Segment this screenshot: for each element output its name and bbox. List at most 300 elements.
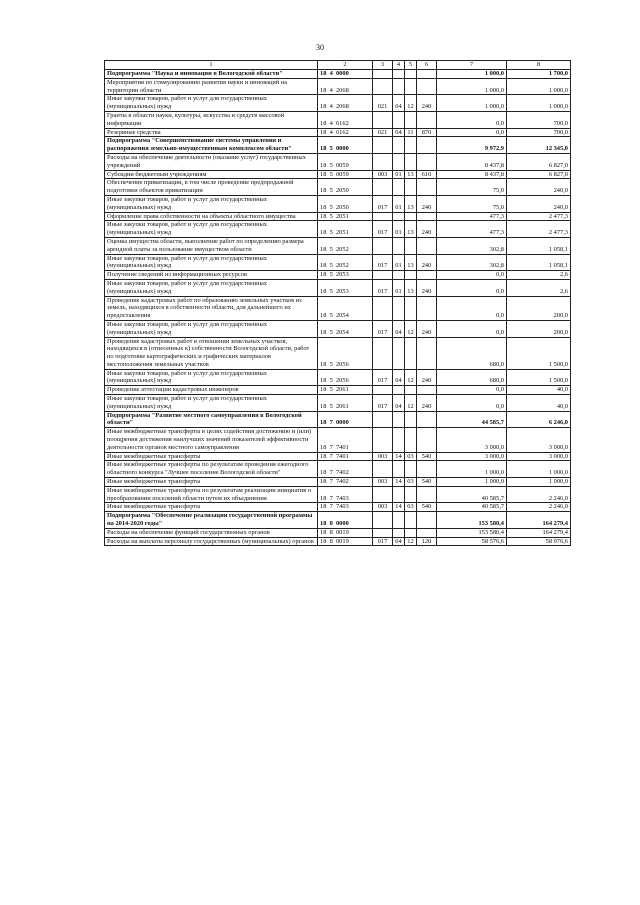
row-subsection-cell: 12 (405, 320, 417, 337)
row-name-cell: Иные закупки товаров, работ и услуг для государственных (муниципальных) нужд (105, 395, 318, 412)
row-grbs-cell: 017 (373, 221, 393, 238)
row-value-2015-cell: 200,0 (507, 320, 571, 337)
row-code-cell: 18 5 2053 (318, 271, 373, 280)
header-cell: 4 (393, 61, 405, 70)
row-grbs-cell: 017 (373, 537, 393, 546)
table-body (105, 61, 571, 546)
row-name-cell: Иные закупки товаров, работ и услуг для государственных (муниципальных) нужд (105, 279, 318, 296)
row-section-cell: 01 (393, 170, 405, 179)
row-name-cell: Иные закупки товаров, работ и услуг для государственных (муниципальных) нужд (105, 195, 318, 212)
row-subsection-cell: 13 (405, 279, 417, 296)
row-subsection-cell (405, 296, 417, 320)
row-section-cell: 14 (393, 452, 405, 461)
row-expense-type-cell: 240 (417, 221, 437, 238)
row-expense-type-cell: 540 (417, 452, 437, 461)
row-grbs-cell (373, 337, 393, 369)
row-value-2014-cell: 9 972,9 (437, 137, 507, 154)
table-row (105, 386, 571, 395)
table-row (105, 461, 571, 478)
row-expense-type-cell (417, 179, 437, 196)
row-section-cell: 04 (393, 369, 405, 386)
row-section-cell: 04 (393, 95, 405, 112)
row-section-cell (393, 179, 405, 196)
row-expense-type-cell (417, 428, 437, 452)
row-value-2014-cell: 0,0 (437, 279, 507, 296)
row-value-2015-cell: 6 827,0 (507, 170, 571, 179)
row-value-2015-cell: 1 058,1 (507, 237, 571, 254)
row-value-2015-cell: 1 058,1 (507, 254, 571, 271)
table-row (105, 528, 571, 537)
table-row (105, 254, 571, 271)
row-subsection-cell: 03 (405, 452, 417, 461)
row-value-2014-cell: 3 000,0 (437, 452, 507, 461)
row-code-cell: 18 7 0000 (318, 411, 373, 428)
header-cell: 2 (318, 61, 373, 70)
row-subsection-cell: 03 (405, 478, 417, 487)
row-grbs-cell (373, 78, 393, 95)
row-code-cell: 18 5 2052 (318, 254, 373, 271)
row-value-2014-cell: 8 437,8 (437, 153, 507, 170)
row-name-cell: Подпрограмма "Развитие местного самоуправления в Вологодской области" (105, 411, 318, 428)
row-grbs-cell: 017 (373, 279, 393, 296)
row-expense-type-cell (417, 137, 437, 154)
row-section-cell (393, 237, 405, 254)
table-row (105, 337, 571, 369)
row-value-2015-cell: 1 000,0 (507, 95, 571, 112)
row-expense-type-cell: 870 (417, 128, 437, 137)
row-section-cell (393, 428, 405, 452)
row-expense-type-cell (417, 271, 437, 280)
row-value-2015-cell: 2,6 (507, 279, 571, 296)
header-cell: 7 (437, 61, 507, 70)
row-value-2014-cell: 477,3 (437, 212, 507, 221)
row-value-2014-cell: 680,0 (437, 337, 507, 369)
row-grbs-cell: 017 (373, 254, 393, 271)
row-value-2014-cell: 1 000,0 (437, 70, 507, 79)
row-code-cell: 18 5 0000 (318, 137, 373, 154)
row-name-cell: Расходы на выплаты персоналу государственных (муниципальных) органов (105, 537, 318, 546)
row-subsection-cell (405, 411, 417, 428)
row-grbs-cell (373, 137, 393, 154)
row-value-2015-cell: 2 477,3 (507, 221, 571, 238)
row-expense-type-cell (417, 212, 437, 221)
row-expense-type-cell (417, 337, 437, 369)
row-expense-type-cell: 240 (417, 395, 437, 412)
row-grbs-cell (373, 528, 393, 537)
row-subsection-cell (405, 461, 417, 478)
row-name-cell: Иные закупки товаров, работ и услуг для государственных (муниципальных) нужд (105, 221, 318, 238)
table-row (105, 395, 571, 412)
row-code-cell: 18 5 0059 (318, 153, 373, 170)
row-grbs-cell (373, 111, 393, 128)
row-name-cell: Иные закупки товаров, работ и услуг для государственных (муниципальных) нужд (105, 254, 318, 271)
row-section-cell (393, 70, 405, 79)
row-code-cell: 18 5 2054 (318, 320, 373, 337)
budget-table (104, 60, 571, 546)
table-row (105, 111, 571, 128)
row-name-cell: Иные межбюджетные трансферты (105, 452, 318, 461)
row-name-cell: Проведение кадастровых работ в отношении земельных участков, находящихся в (отнесенных к) собственности Вологодской области, работ по подготовке картографических и графических материалов местоположения земельных участков (105, 337, 318, 369)
row-value-2014-cell: 40 585,7 (437, 503, 507, 512)
row-expense-type-cell: 120 (417, 537, 437, 546)
row-section-cell (393, 212, 405, 221)
row-value-2014-cell: 0,0 (437, 320, 507, 337)
row-section-cell: 04 (393, 395, 405, 412)
row-value-2015-cell: 1 000,0 (507, 478, 571, 487)
row-expense-type-cell (417, 296, 437, 320)
row-code-cell: 18 8 0000 (318, 512, 373, 529)
row-expense-type-cell: 240 (417, 320, 437, 337)
header-cell: 6 (417, 61, 437, 70)
row-subsection-cell: 13 (405, 195, 417, 212)
row-section-cell (393, 337, 405, 369)
row-code-cell: 18 5 2056 (318, 369, 373, 386)
row-expense-type-cell (417, 486, 437, 503)
row-value-2014-cell: 153 580,4 (437, 512, 507, 529)
row-section-cell (393, 512, 405, 529)
row-grbs-cell: 003 (373, 503, 393, 512)
row-code-cell: 18 5 2061 (318, 395, 373, 412)
row-subsection-cell (405, 386, 417, 395)
row-value-2015-cell: 1 000,0 (507, 461, 571, 478)
row-name-cell: Расходы на обеспечение функций государственных органов (105, 528, 318, 537)
row-section-cell (393, 528, 405, 537)
row-value-2014-cell: 3 000,0 (437, 428, 507, 452)
row-code-cell: 18 7 7403 (318, 503, 373, 512)
row-grbs-cell (373, 237, 393, 254)
table-row (105, 195, 571, 212)
row-code-cell: 18 4 6162 (318, 128, 373, 137)
row-value-2014-cell: 0,0 (437, 386, 507, 395)
row-name-cell: Оценка имущества области, выполнение работ по определению размера арендной платы за пользование имуществом области (105, 237, 318, 254)
table-row (105, 128, 571, 137)
row-expense-type-cell (417, 70, 437, 79)
row-value-2015-cell: 3 000,0 (507, 428, 571, 452)
table-row (105, 369, 571, 386)
row-section-cell (393, 411, 405, 428)
row-name-cell: Получение сведений из информационных ресурсов (105, 271, 318, 280)
header-cell: 5 (405, 61, 417, 70)
row-grbs-cell: 017 (373, 320, 393, 337)
row-name-cell: Иные межбюджетные трансферты по результатам проведения ежегодного областного конкурса "Лучшее поселение Вологодской области" (105, 461, 318, 478)
row-expense-type-cell: 240 (417, 195, 437, 212)
row-expense-type-cell (417, 153, 437, 170)
row-subsection-cell (405, 137, 417, 154)
table-row (105, 271, 571, 280)
row-code-cell: 18 4 2068 (318, 95, 373, 112)
row-name-cell: Иные межбюджетные трансферты (105, 478, 318, 487)
row-section-cell: 04 (393, 128, 405, 137)
row-value-2015-cell: 6 246,0 (507, 411, 571, 428)
row-value-2014-cell: 477,3 (437, 221, 507, 238)
row-value-2014-cell: 1 000,0 (437, 478, 507, 487)
row-code-cell: 18 5 2061 (318, 386, 373, 395)
row-name-cell: Гранты в области науки, культуры, искусства и средств массовой информации (105, 111, 318, 128)
row-value-2014-cell: 40 585,7 (437, 486, 507, 503)
row-code-cell: 18 8 0019 (318, 537, 373, 546)
row-section-cell: 01 (393, 221, 405, 238)
row-value-2015-cell: 1 500,0 (507, 337, 571, 369)
row-grbs-cell: 021 (373, 128, 393, 137)
row-subsection-cell (405, 111, 417, 128)
row-subsection-cell: 12 (405, 395, 417, 412)
table-row (105, 452, 571, 461)
row-code-cell: 18 4 2068 (318, 78, 373, 95)
row-section-cell (393, 271, 405, 280)
row-section-cell: 14 (393, 503, 405, 512)
header-cell: 8 (507, 61, 571, 70)
row-subsection-cell (405, 153, 417, 170)
row-expense-type-cell: 240 (417, 254, 437, 271)
row-grbs-cell (373, 461, 393, 478)
row-value-2015-cell: 6 827,0 (507, 153, 571, 170)
row-expense-type-cell (417, 461, 437, 478)
row-value-2015-cell: 164 279,4 (507, 528, 571, 537)
row-code-cell: 18 5 2050 (318, 195, 373, 212)
page-number: 30 (316, 43, 324, 52)
row-value-2014-cell: 302,8 (437, 254, 507, 271)
row-value-2015-cell: 164 279,4 (507, 512, 571, 529)
row-code-cell: 18 5 2051 (318, 212, 373, 221)
row-grbs-cell: 003 (373, 478, 393, 487)
row-grbs-cell (373, 153, 393, 170)
row-value-2014-cell: 680,0 (437, 369, 507, 386)
row-expense-type-cell (417, 78, 437, 95)
row-name-cell: Подпрограмма "Совершенствование системы управления и распоряжения земельно-имущественным комплексом области" (105, 137, 318, 154)
row-name-cell: Оформление права собственности на объекты областного имущества (105, 212, 318, 221)
row-grbs-cell (373, 512, 393, 529)
table-row (105, 95, 571, 112)
table-row (105, 221, 571, 238)
row-subsection-cell: 12 (405, 95, 417, 112)
row-grbs-cell: 003 (373, 170, 393, 179)
row-grbs-cell (373, 411, 393, 428)
row-code-cell: 18 5 0059 (318, 170, 373, 179)
row-expense-type-cell (417, 411, 437, 428)
row-value-2015-cell: 200,0 (507, 296, 571, 320)
row-value-2014-cell: 8 437,8 (437, 170, 507, 179)
row-subsection-cell: 13 (405, 221, 417, 238)
row-value-2014-cell: 44 585,7 (437, 411, 507, 428)
row-code-cell: 18 7 7403 (318, 486, 373, 503)
row-subsection-cell: 12 (405, 369, 417, 386)
row-value-2015-cell: 12 345,0 (507, 137, 571, 154)
table-row (105, 237, 571, 254)
row-grbs-cell (373, 486, 393, 503)
row-name-cell: Иные закупки товаров, работ и услуг для государственных (муниципальных) нужд (105, 320, 318, 337)
row-subsection-cell: 11 (405, 128, 417, 137)
row-code-cell: 18 7 7402 (318, 478, 373, 487)
row-grbs-cell: 017 (373, 395, 393, 412)
table-row (105, 537, 571, 546)
row-subsection-cell (405, 179, 417, 196)
row-subsection-cell (405, 486, 417, 503)
row-section-cell (393, 153, 405, 170)
row-expense-type-cell (417, 512, 437, 529)
row-value-2015-cell: 700,0 (507, 111, 571, 128)
row-section-cell (393, 137, 405, 154)
row-name-cell: Субсидии бюджетным учреждениям (105, 170, 318, 179)
row-value-2014-cell: 153 580,4 (437, 528, 507, 537)
row-subsection-cell (405, 70, 417, 79)
row-value-2015-cell: 240,0 (507, 179, 571, 196)
row-code-cell: 18 8 0019 (318, 528, 373, 537)
row-code-cell: 18 7 7401 (318, 452, 373, 461)
row-code-cell: 18 5 2053 (318, 279, 373, 296)
row-grbs-cell (373, 386, 393, 395)
table-row (105, 153, 571, 170)
row-value-2014-cell: 302,8 (437, 237, 507, 254)
table-row (105, 428, 571, 452)
row-subsection-cell (405, 528, 417, 537)
row-section-cell (393, 296, 405, 320)
row-name-cell: Иные закупки товаров, работ и услуг для государственных (муниципальных) нужд (105, 369, 318, 386)
row-value-2014-cell: 0,0 (437, 271, 507, 280)
row-expense-type-cell (417, 528, 437, 537)
row-expense-type-cell (417, 386, 437, 395)
table-row (105, 296, 571, 320)
row-code-cell: 18 5 2051 (318, 221, 373, 238)
row-value-2015-cell: 1 000,0 (507, 78, 571, 95)
row-section-cell: 01 (393, 254, 405, 271)
table-header-row (105, 61, 571, 70)
row-value-2015-cell: 40,0 (507, 395, 571, 412)
row-code-cell: 18 7 7402 (318, 461, 373, 478)
row-value-2014-cell: 1 000,0 (437, 95, 507, 112)
row-section-cell: 04 (393, 320, 405, 337)
row-name-cell: Расходы на обеспечение деятельности (оказание услуг) государственных учреждений (105, 153, 318, 170)
row-expense-type-cell: 540 (417, 478, 437, 487)
row-name-cell: Иные закупки товаров, работ и услуг для государственных (муниципальных) нужд (105, 95, 318, 112)
row-section-cell: 04 (393, 537, 405, 546)
row-section-cell: 14 (393, 478, 405, 487)
table-row (105, 478, 571, 487)
row-subsection-cell (405, 428, 417, 452)
row-expense-type-cell: 540 (417, 503, 437, 512)
table-row (105, 179, 571, 196)
table-row (105, 320, 571, 337)
row-code-cell: 18 5 2056 (318, 337, 373, 369)
row-section-cell: 01 (393, 279, 405, 296)
row-name-cell: Подпрограмма "Обеспечение реализации государственной программы на 2014-2020 годы" (105, 512, 318, 529)
row-section-cell (393, 386, 405, 395)
row-name-cell: Подпрограмма "Наука и инновации в Вологодской области" (105, 70, 318, 79)
row-value-2014-cell: 0,0 (437, 296, 507, 320)
row-value-2015-cell: 58 976,6 (507, 537, 571, 546)
table-row (105, 503, 571, 512)
row-grbs-cell: 021 (373, 95, 393, 112)
row-expense-type-cell (417, 237, 437, 254)
row-expense-type-cell (417, 111, 437, 128)
table-row (105, 78, 571, 95)
row-subsection-cell (405, 212, 417, 221)
row-code-cell: 18 4 6162 (318, 111, 373, 128)
row-value-2015-cell: 3 000,0 (507, 452, 571, 461)
row-subsection-cell (405, 271, 417, 280)
row-expense-type-cell: 240 (417, 369, 437, 386)
subprogram-row (105, 512, 571, 529)
row-code-cell: 18 5 2052 (318, 237, 373, 254)
row-value-2014-cell: 1 000,0 (437, 78, 507, 95)
row-grbs-cell: 017 (373, 369, 393, 386)
row-subsection-cell: 12 (405, 537, 417, 546)
subprogram-row (105, 137, 571, 154)
row-value-2014-cell: 75,0 (437, 179, 507, 196)
row-expense-type-cell: 240 (417, 95, 437, 112)
row-value-2014-cell: 58 576,6 (437, 537, 507, 546)
row-value-2014-cell: 75,0 (437, 195, 507, 212)
row-grbs-cell: 017 (373, 195, 393, 212)
header-cell: 1 (105, 61, 318, 70)
row-name-cell: Обеспечение приватизации, в том числе проведение предпродажной подготовки объектов приватизации (105, 179, 318, 196)
row-grbs-cell (373, 428, 393, 452)
row-name-cell: Проведение аттестации кадастровых инженеров (105, 386, 318, 395)
row-grbs-cell (373, 271, 393, 280)
row-value-2015-cell: 2 246,0 (507, 503, 571, 512)
table-row (105, 486, 571, 503)
row-subsection-cell (405, 337, 417, 369)
row-code-cell: 18 5 2050 (318, 179, 373, 196)
subprogram-row (105, 411, 571, 428)
row-value-2015-cell: 1 500,0 (507, 369, 571, 386)
row-code-cell: 18 4 0000 (318, 70, 373, 79)
table-row (105, 170, 571, 179)
row-value-2014-cell: 1 000,0 (437, 461, 507, 478)
row-value-2015-cell: 2,6 (507, 271, 571, 280)
row-value-2015-cell: 1 700,0 (507, 70, 571, 79)
row-value-2014-cell: 0,0 (437, 111, 507, 128)
row-code-cell: 18 7 7401 (318, 428, 373, 452)
row-expense-type-cell: 610 (417, 170, 437, 179)
row-name-cell: Иные межбюджетные трансферты (105, 503, 318, 512)
row-section-cell (393, 461, 405, 478)
row-name-cell: Резервные средства (105, 128, 318, 137)
table-row (105, 212, 571, 221)
row-grbs-cell (373, 296, 393, 320)
row-value-2015-cell: 700,0 (507, 128, 571, 137)
row-grbs-cell (373, 179, 393, 196)
row-subsection-cell (405, 78, 417, 95)
row-value-2014-cell: 0,0 (437, 395, 507, 412)
row-section-cell (393, 486, 405, 503)
row-name-cell: Мероприятия по стимулированию развития науки и инноваций на территории области (105, 78, 318, 95)
header-cell: 3 (373, 61, 393, 70)
row-section-cell (393, 111, 405, 128)
row-value-2015-cell: 2 246,0 (507, 486, 571, 503)
row-name-cell: Иные межбюджетные трансферты по результатам реализации инициатив о преобразовании поселений области путем их объединения (105, 486, 318, 503)
row-subsection-cell: 13 (405, 254, 417, 271)
row-subsection-cell (405, 512, 417, 529)
row-value-2015-cell: 40,0 (507, 386, 571, 395)
row-subsection-cell: 13 (405, 170, 417, 179)
row-grbs-cell (373, 70, 393, 79)
row-code-cell: 18 5 2054 (318, 296, 373, 320)
row-value-2015-cell: 240,0 (507, 195, 571, 212)
row-expense-type-cell: 240 (417, 279, 437, 296)
row-section-cell (393, 78, 405, 95)
row-name-cell: Иные межбюджетные трансферты в целях содействия достижению и (или) поощрения достижения наилучших значений показателей эффективности деятельности органов местного самоуправления (105, 428, 318, 452)
row-grbs-cell: 003 (373, 452, 393, 461)
row-section-cell: 01 (393, 195, 405, 212)
subprogram-row (105, 70, 571, 79)
row-subsection-cell (405, 237, 417, 254)
row-grbs-cell (373, 212, 393, 221)
row-value-2014-cell: 0,0 (437, 128, 507, 137)
table-row (105, 279, 571, 296)
row-subsection-cell: 03 (405, 503, 417, 512)
row-value-2015-cell: 2 477,3 (507, 212, 571, 221)
row-name-cell: Проведение кадастровых работ по образованию земельных участков из земель, находящихся в собственности области, для дальнейшего их предоставления (105, 296, 318, 320)
